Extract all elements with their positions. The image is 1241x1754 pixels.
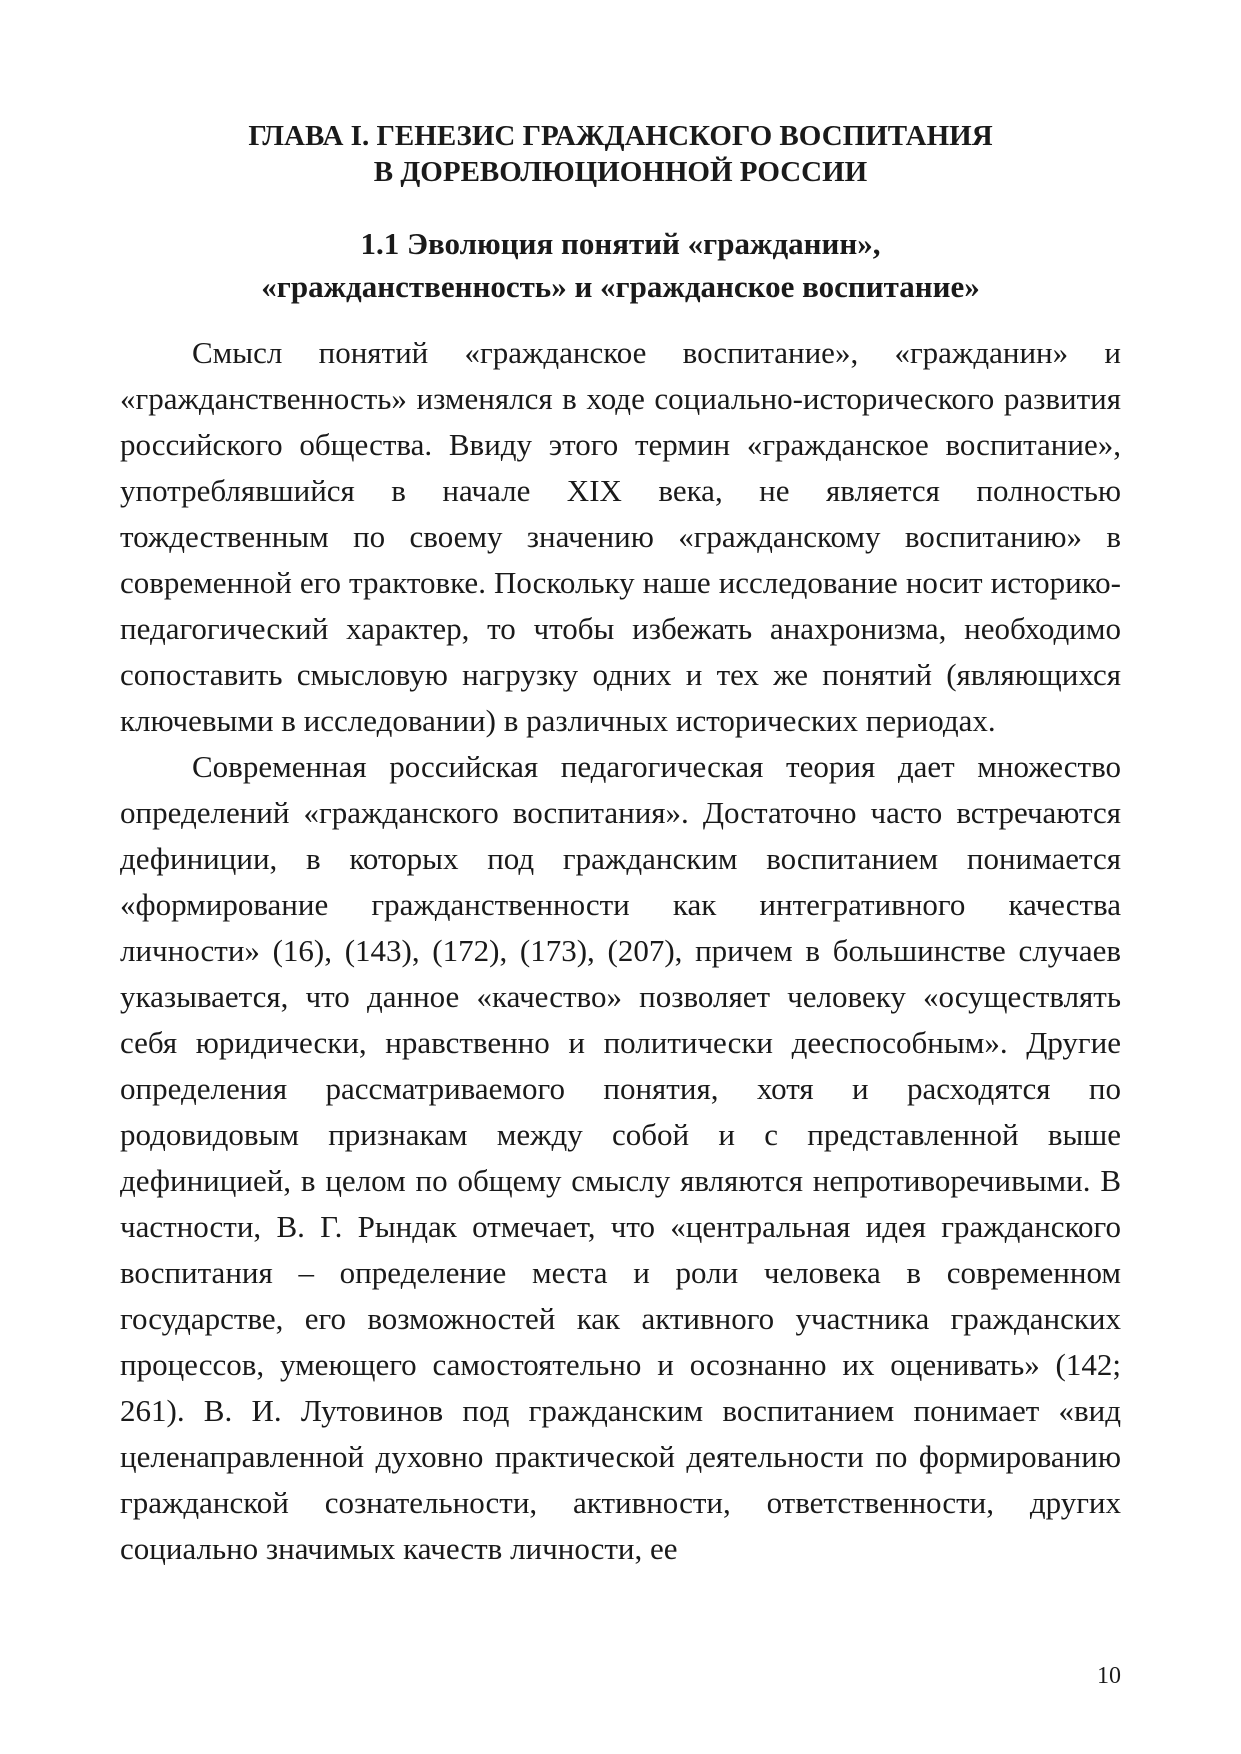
section-title-line-1: 1.1 Эволюция понятий «гражданин», (360, 226, 881, 261)
chapter-title-line-1: ГЛАВА I. ГЕНЕЗИС ГРАЖДАНСКОГО ВОСПИТАНИЯ (248, 120, 993, 152)
page-number: 10 (1097, 1663, 1121, 1689)
section-title (120, 222, 1121, 308)
paragraph-2: Современная российская педагогическая теория дает множество определений «гражданского воспитания». Достаточно часто встречаются дефиниции, в которых под гражданским воспитанием понимается «формирование гражданственности как интегративного качества личности» (16), (143), (172), (173), (207), причем в большинстве случаев указывается, что данное «качество» позволяет человеку «осуществлять себя юридически, нравственно и политически дееспособным». Другие определения рассматриваемого понятия, хотя и расходятся по родовидовым признакам между собой и с представленной выше дефиницией, в целом по общему смыслу являются непротиворечивыми. В частности, В. Г. Рындак отмечает, что «центральная идея гражданского воспитания – определение места и роли человека в современном государстве, его возможностей как активного участника гражданских процессов, умеющего самостоятельно и осознанно их оценивать» (142; 261). В. И. Лутовинов под гражданским воспитанием понимает «вид целенаправленной духовно практической деятельности по формированию гражданской сознательности, активности, ответственности, других социально значимых качеств личности, ее (120, 749, 1121, 1566)
paragraph-1: Смысл понятий «гражданское воспитание», «гражданин» и «гражданственность» изменялся в ходе социально-исторического развития российского общества. Ввиду этого термин «гражданское воспитание», употреблявшийся в начале XIX века, не является полностью тождественным по своему значению «гражданскому воспитанию» в современной его трактовке. Поскольку наше исследование носит историко-педагогический характер, то чтобы избежать анахронизма, необходимо сопоставить смысловую нагрузку одних и тех же понятий (являющихся ключевыми в исследовании) в различных исторических периодах. (120, 335, 1121, 738)
chapter-title (120, 118, 1121, 190)
chapter-title-line-2: В ДОРЕВОЛЮЦИОННОЙ РОССИИ (373, 156, 868, 188)
body-text (120, 330, 1121, 1572)
section-title-line-2: «гражданственность» и «гражданское воспитание» (261, 269, 980, 304)
